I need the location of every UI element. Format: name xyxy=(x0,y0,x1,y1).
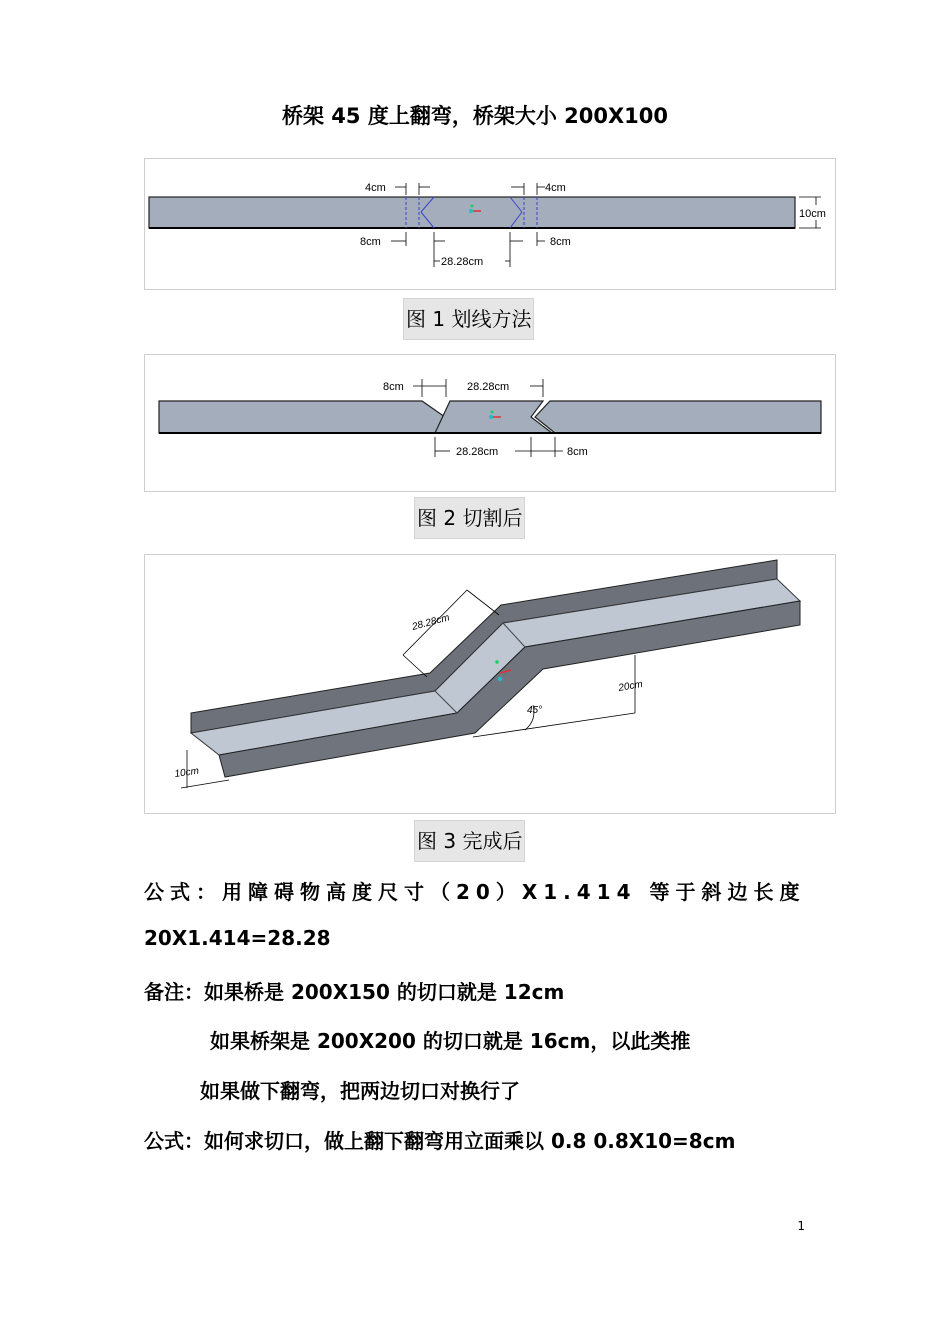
figure-1-marking-method xyxy=(144,158,836,290)
figure-1-drawing xyxy=(145,159,835,289)
dimension-line xyxy=(403,655,427,677)
dimension-line xyxy=(467,590,499,615)
figure-3-completed xyxy=(144,554,836,814)
dim-bottom-8cm: 8cm xyxy=(567,446,588,458)
axis-marker xyxy=(491,411,494,414)
dim-angle-45: 45° xyxy=(527,705,543,716)
axis-marker xyxy=(498,677,502,681)
page-number: 1 xyxy=(797,1219,805,1233)
dimension-line xyxy=(181,780,229,788)
dim-slope-28-28cm: 28.28cm xyxy=(410,612,451,633)
axis-marker xyxy=(469,209,473,213)
formula-calculation: 20X1.414=28.28 xyxy=(144,926,331,950)
dim-top-8cm: 8cm xyxy=(383,381,404,393)
axis-marker xyxy=(489,415,493,419)
formula-cut-size: 公式：如何求切口，做上翻下翻弯用立面乘以 0.8 0.8X10=8cm xyxy=(144,1129,736,1153)
figure-2-after-cutting xyxy=(144,354,836,492)
dim-right-4cm: 4cm xyxy=(545,182,566,194)
dim-bottom-28-28cm: 28.28cm xyxy=(456,446,499,458)
figure-3-drawing xyxy=(145,555,835,813)
tray-segment-right xyxy=(535,401,821,433)
dimension-line xyxy=(473,713,635,737)
dim-height-10cm: 10cm xyxy=(173,765,200,780)
axis-marker xyxy=(471,205,474,208)
note-down-bend: 如果做下翻弯，把两边切口对换行了 xyxy=(200,1079,520,1103)
axis-marker xyxy=(495,660,499,664)
figure-1-caption: 图 1 划线方法 xyxy=(403,298,534,340)
figure-2-drawing xyxy=(145,355,835,491)
dim-left-4cm: 4cm xyxy=(365,182,386,194)
note-200x150: 备注：如果桥是 200X150 的切口就是 12cm xyxy=(144,980,565,1004)
figure-2-caption: 图 2 切割后 xyxy=(414,497,525,539)
page-title: 桥架 45 度上翻弯，桥架大小 200X100 xyxy=(281,104,669,128)
formula-hypotenuse: 公式：用障碍物高度尺寸（20）X1.414 等于斜边长度 xyxy=(144,880,806,904)
dim-top-28-28cm: 28.28cm xyxy=(467,381,510,393)
dim-height-10cm: 10cm xyxy=(799,208,826,220)
dim-rise-20cm: 20cm xyxy=(617,678,644,694)
note-200x200: 如果桥架是 200X200 的切口就是 16cm，以此类推 xyxy=(210,1029,691,1053)
tray-floor xyxy=(191,579,800,755)
dim-span-28-28cm: 28.28cm xyxy=(441,256,484,268)
dim-left-8cm: 8cm xyxy=(360,236,381,248)
dim-right-8cm: 8cm xyxy=(550,236,571,248)
figure-3-caption: 图 3 完成后 xyxy=(414,820,525,862)
tray-segment-left xyxy=(159,401,445,433)
